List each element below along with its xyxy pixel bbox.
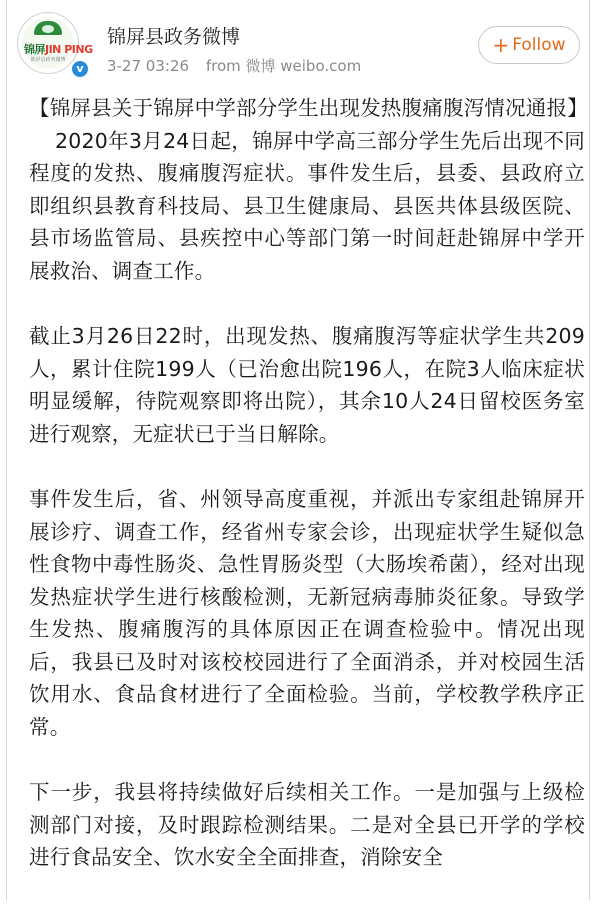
weibo-post-card: [6, 0, 590, 900]
post-meta: [107, 55, 361, 76]
avatar-logo: [22, 17, 93, 69]
post-header: [7, 0, 589, 92]
post-source: from 微博 weibo.com: [205, 57, 362, 75]
follow-button[interactable]: [478, 26, 580, 64]
verified-badge-icon: v: [70, 59, 90, 79]
logo-leaf-icon: [42, 25, 54, 33]
post-paragraph-2: 截止3月26日22时，出现发热、腹痛腹泻等症状学生共209人，累计住院199人（已治愈出院196人，在院3人临床症状明显缓解，待院观察即将出院），其余10人24日留校医务室进行观察，无症状已于当日解除。: [29, 324, 585, 446]
post-body: [29, 92, 588, 907]
post-paragraph-1: [29, 92, 588, 287]
post-timestamp: 3-27 03:26: [107, 57, 190, 75]
post-paragraph-3: 事件发生后，省、州领导高度重视，并派出专家组赴锦屏开展诊疗、调查工作，经省州专家会诊，出现症状学生疑似急性食物中毒性肠炎、急性胃肠炎型（大肠埃希菌），经对出现发热症状学生进行核酸检测，无新冠病毒肺炎征象。导致学生发热、腹痛腹泻的具体原因正在调查检验中。情况出现后，我县已及时对该校校园进行了全面消杀，并对校园生活饮用水、食品食材进行了全面检验。当前，学校教学秩序正常。: [29, 487, 585, 739]
avatar[interactable]: [17, 12, 93, 75]
logo-subtext: 锦屏县政务微博: [30, 57, 66, 63]
account-name[interactable]: 锦屏县政务微博: [107, 26, 241, 48]
plus-icon: +: [492, 33, 510, 57]
post-paragraph-4: 下一步，我县将持续做好后续相关工作。一是加强与上级检测部门对接，及时跟踪检测结果。二是对全县已开学的学校进行食品安全、饮水安全全面排查，消除安全: [29, 780, 585, 869]
post-title: 【锦屏县关于锦屏中学部分学生出现发热腹痛腹泻情况通报】: [29, 96, 588, 120]
logo-text: 锦屏JIN PING: [24, 43, 93, 56]
follow-label: Follow: [512, 35, 566, 55]
post-paragraph-1-text: 2020年3月24日起，锦屏中学高三部分学生先后出现不同程度的发热、腹痛腹泻症状。事件发生后，县委、县政府立即组织县教育科技局、县卫生健康局、县医共体县级医院、县市场监管局、县疾控中心等部门第一时间赶赴锦屏中学开展救治、调查工作。: [29, 128, 585, 283]
